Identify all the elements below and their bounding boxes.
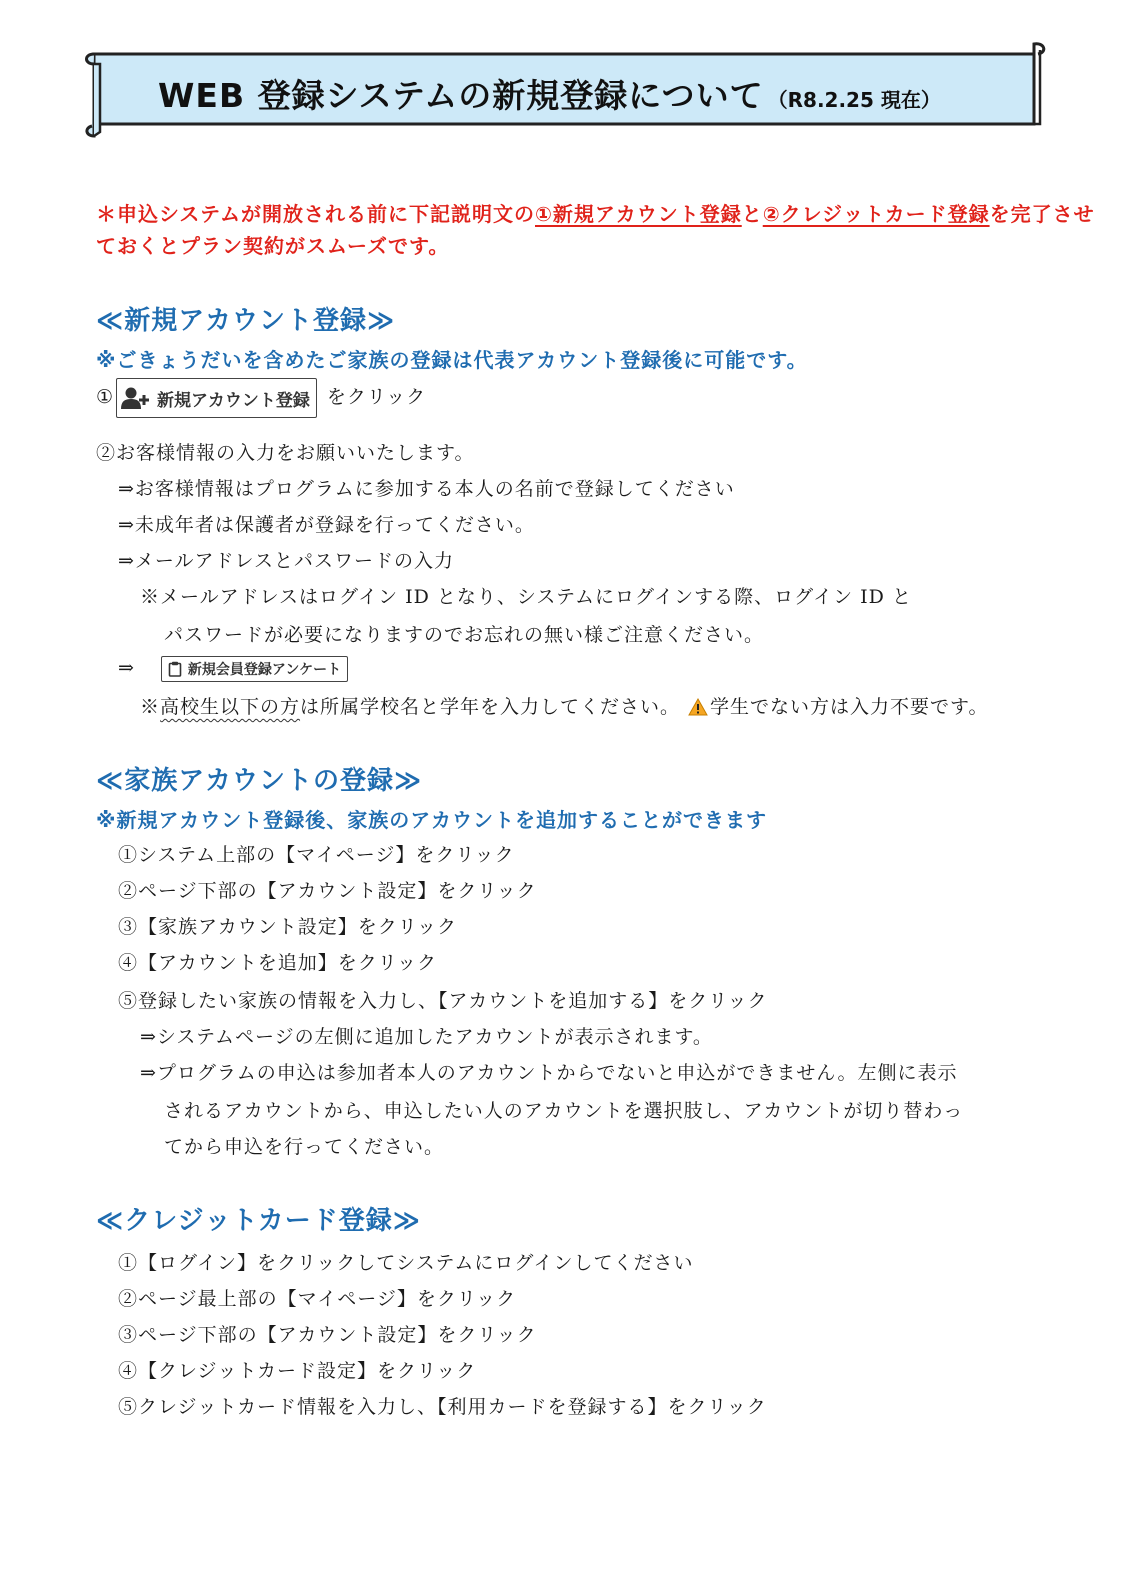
- sub-new-4: ⇒ 新規会員登録アンケート: [118, 656, 348, 682]
- step-card-5: ⑤クレジットカード情報を入力し、【利用カードを登録する】をクリック: [118, 1396, 767, 1418]
- sub-new-4-note: ※高校生以下の方は所属学校名と学年を入力してください。 学生でない方は入力不要です。: [140, 696, 989, 718]
- step-family-2: ②ページ下部の【アカウント設定】をクリック: [118, 880, 537, 902]
- section-title-family-account: ≪家族アカウントの登録≫: [96, 766, 423, 796]
- sub-new-1: ⇒お客様情報はプログラムに参加する本人の名前で登録してください: [118, 478, 735, 500]
- step-card-3: ③ページ下部の【アカウント設定】をクリック: [118, 1324, 537, 1346]
- page-date: （R8.2.25 現在）: [767, 88, 941, 112]
- section-title-credit-card: ≪クレジットカード登録≫: [96, 1206, 422, 1236]
- step-new-2: ②お客様情報の入力をお願いいたします。: [96, 442, 475, 464]
- step-card-1: ①【ログイン】をクリックしてシステムにログインしてください: [118, 1252, 694, 1274]
- sub-new-2: ⇒未成年者は保護者が登録を行ってください。: [118, 514, 535, 536]
- section-note-new-account: ※ごきょうだいを含めたご家族の登録は代表アカウント登録後に可能です。: [96, 348, 808, 372]
- step-family-1: ①システム上部の【マイページ】をクリック: [118, 844, 515, 866]
- step-card-2: ②ページ最上部の【マイページ】をクリック: [118, 1288, 517, 1310]
- step-family-5: ⑤登録したい家族の情報を入力し、【アカウントを追加する】をクリック: [118, 990, 768, 1012]
- step-new-1: ① 新規アカウント登録 をクリック: [96, 378, 426, 418]
- new-account-button[interactable]: 新規アカウント登録: [116, 378, 317, 418]
- section-note-family-account: ※新規アカウント登録後、家族のアカウントを追加することができます: [96, 808, 768, 832]
- survey-button[interactable]: 新規会員登録アンケート: [161, 656, 348, 682]
- sub-new-3-note-1: ※メールアドレスはログイン ID となり、システムにログインする際、ログイン ID と: [140, 586, 912, 608]
- sub-new-3: ⇒メールアドレスとパスワードの入力: [118, 550, 454, 572]
- page-title: WEB 登録システムの新規登録について （R8.2.25 現在）: [158, 76, 941, 115]
- clipboard-icon: [168, 661, 182, 677]
- notice-text: ＊申込システムが開放される前に下記説明文の①新規アカウント登録と②クレジットカード登録を完了させておくとプラン契約がスムーズです。: [96, 202, 1095, 258]
- sub-new-3-note-2: パスワードが必要になりますのでお忘れの無い様ご注意ください。: [164, 624, 765, 646]
- notice-link-new-account: ①新規アカウント登録: [535, 202, 742, 226]
- high-school-note: 高校生以下の方: [160, 696, 301, 718]
- step-family-3: ③【家族アカウント設定】をクリック: [118, 916, 458, 938]
- step-card-4: ④【クレジットカード設定】をクリック: [118, 1360, 477, 1382]
- section-title-new-account: ≪新規アカウント登録≫: [96, 306, 396, 336]
- step-family-4: ④【アカウントを追加】をクリック: [118, 952, 438, 974]
- sub-family-2-line-2: されるアカウントから、申込したい人のアカウントを選択肢し、アカウントが切り替わっ: [164, 1100, 964, 1122]
- notice-link-credit-card: ②クレジットカード登録: [762, 202, 990, 226]
- user-add-icon: [121, 386, 151, 410]
- sub-family-1: ⇒システムページの左側に追加したアカウントが表示されます。: [140, 1026, 713, 1048]
- sub-family-2-line-1: ⇒プログラムの申込は参加者本人のアカウントからでないと申込ができません。左側に表示: [140, 1062, 958, 1084]
- warning-icon: [688, 698, 708, 716]
- sub-family-2-line-3: てから申込を行ってください。: [164, 1136, 445, 1158]
